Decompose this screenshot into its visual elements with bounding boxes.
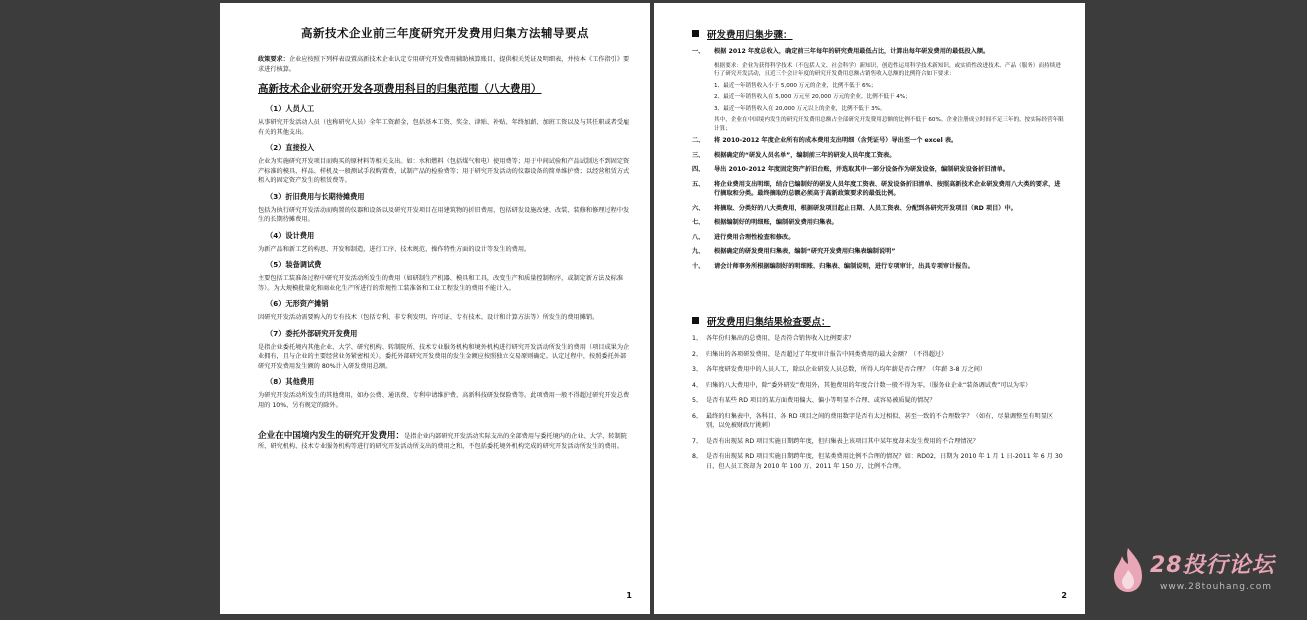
check-number: 7、 [692,437,703,445]
step-item [692,204,1065,214]
check-text: 归集的八大费用中，除“委外研发”费用外，其他费用的年度合计数一般不得为零。（服务业企业“装备调试费”可以为零） [706,381,1032,389]
step-number: 四、 [692,166,705,173]
check-number: 2、 [692,350,703,358]
step1-detail-item: 1、最近一年销售收入小于 5,000 万元的企业，比例不低于 6%； [714,82,877,89]
section-heading: 高新技术企业研究开发各项费用科目的归集范围（八大费用） [258,83,542,95]
expense-section-title: （3）折旧费用与长期待摊费用 [266,191,365,201]
expense-section-title: （1）人员人工 [266,104,315,113]
step-item [692,47,1065,57]
domestic-rd-note [258,432,632,451]
square-bullet-icon [692,317,699,324]
steps-heading: 研发费用归集步骤： [692,27,1065,41]
expense-section-title: （6）无形资产摊销 [266,299,329,308]
flame-logo-icon [1110,546,1146,594]
domestic-rd-text: 是指企业内部研究开发活动实际支出的全部费用与委托境内的企业、大学、转制院所、研究机构、技术专业服务机构等进行的研究开发活动所支出的费用之和，不包括委托境外机构完成的研究开发活动所发生的费用。 [258,433,627,450]
forum-url: www.28touhang.com [1160,582,1273,592]
check-item [692,350,1065,360]
step-text: 将摘取、分类好的八大类费用，根据研发项目起止日期、人员工资表、分配到各研究开发项目（RD 项目）中。 [714,204,1017,212]
check-text: 是否有出现某 RD 项目实施日期跨年度，但某类费用比例不合理的情况？如：RD02，日期为 2010 年 1 月 1 日-2011 年 6 月 30 日，但人员工资却为 2010 年 100 万、2011 年 150 万，比例不合理。 [706,453,1063,470]
step-number: 七、 [692,219,705,226]
policy-label: 政策要求： [258,56,289,63]
step1-detail-item: 2、最近一年销售收入在 5,000 万元至 20,000 万元的企业，比例不低于 4%； [714,94,911,100]
check-text: 是否有某些 RD 项目的某方面费用偏大、偏小等明显不合理、或容易被质疑的情况？ [706,397,936,404]
expense-section-body: 主要包括工装准备过程中研究开发活动所发生的费用（如研制生产机器、模具和工具，改变生产和质量控制程序，或制定新方法及标准等）。为大规模批量化和商业化生产所进行的常规性工装准备和工业工程发生的费用不能计入。 [258,275,624,292]
step-text: 根据 2012 年度总收入，确定前三年每年的研究费用最低占比，计算出每年研发费用的最低投入额。 [714,48,990,55]
step-number: 二、 [692,137,705,144]
step-text: 根据确定的“研发人员名单”，编制前三年的研发人员年度工资表。 [714,151,896,159]
checks-heading: 研发费用归集结果检查要点： [692,314,1065,328]
square-bullet-icon [692,30,699,37]
page-title: 高新技术企业前三年度研究开发费用归集方法辅导要点 [301,26,589,40]
check-number: 8、 [692,453,703,460]
check-item [692,412,1065,431]
step-text: 将企业费用支出明细，结合已编制好的研发人员年度工资表、研发设备折旧清单、按照高新技术企业研发费用八大类的要求，进行摘取和分类。最终摘取的总额必须高于高新政策要求的最低比例。 [714,180,1061,197]
expense-section-body: 为研究开发活动所发生的其他费用，如办公费、通讯费、专利申请维护费、高新科技研发保险费等。此项费用一般不得超过研究开发总费用的 10%，另有规定的除外。 [258,392,630,409]
step-number: 十、 [692,262,705,270]
step-text: 根据编制好的明细账，编制研发费用归集表。 [714,219,838,226]
check-item [692,396,1065,406]
step-number: 八、 [692,233,705,241]
check-item [692,365,1065,375]
checks-list [692,334,1065,471]
check-item [692,334,1065,344]
expense-section-title: （7）委托外部研究开发费用 [266,328,358,338]
check-text: 是否有出现某 RD 项目实施日期跨年度，但归集表上该项目其中某年度却未发生费用的不合理情况？ [706,437,979,445]
expense-sections [258,104,632,410]
step-item [692,262,1065,272]
step-text: 进行费用合理性检查和修改。 [714,233,795,241]
check-number: 3、 [692,366,703,373]
policy-intro [258,55,632,75]
page-number: 1 [626,591,632,600]
step-text: 请会计师事务所根据编制好的明细账、归集表、编制说明，进行专项审计，出具专项审计报告。 [714,262,974,270]
step-item [692,165,1065,175]
check-item [692,452,1065,471]
document-page-2 [654,3,1085,614]
step-item [692,136,1065,146]
check-number: 1、 [692,335,703,342]
forum-brand: 28投行论坛 [1150,553,1275,578]
expense-section-body: 包括为执行研究开发活动而购置的仪器和设备以及研究开发项目在用建筑物的折旧费用，包括研发设施改建、改装、装修和修理过程中发生的长期待摊费用。 [258,206,630,223]
check-number: 4、 [692,381,703,389]
check-item [692,381,1065,391]
check-text: 各年度研发费用中的人员人工，除以企业研发人员总数，所得人均年薪是否合理？（年薪 3-8 万之间） [706,366,987,373]
step-number: 一、 [692,48,705,55]
step1-detail-intro: 根据要求：企业为获得科学技术（不包括人文、社会科学）新知识，创造性运用科学技术新知识，或实质性改进技术、产品（服务）而持续进行了研究开发活动，且近三个会计年度的研究开发费用总额占销售收入总额的比例符合如下要求： [714,62,1061,77]
expense-section-title: （4）设计费用 [266,230,315,240]
step-text: 将 2010-2012 年度企业所有的成本费用支出明细（含凭证号）导出至一个 excel 表。 [714,137,958,144]
expense-section-title: （5）装备调试费 [266,260,322,269]
check-text: 归集出的各项研发费用，是否超过了年度审计报告中同类费用的最大金额？（不得超过） [706,350,948,358]
step-number: 九、 [692,248,705,255]
expense-section-body: 从事研究开发活动人员（也称研究人员）全年工资薪金，包括基本工资、奖金、津贴、补贴、年终加薪、加班工资以及与其任职或者受雇有关的其他支出。 [258,119,630,136]
check-number: 6、 [692,412,703,420]
check-text: 各年份归集出的总费用，是否符合销售收入比例要求？ [706,335,855,342]
step-text: 根据确定的研发费用归集表，编制“研究开发费用归集表编制说明” [714,248,896,255]
steps-list [692,47,1065,271]
expense-section-body: 是指企业委托境内其他企业、大学、研究机构、转制院所、技术专业服务机构和境外机构进行研究开发活动所发生的费用（项目成果为企业拥有，且与企业的主要经营业务紧密相关）。委托外部研究开发费用的发生金额应按照独立交易原则确定。认定过程中，按照委托外部研究开发费用发生额的 80%计入研发费用总额。 [258,343,630,370]
check-number: 5、 [692,397,703,404]
expense-section-title: （2）直接投入 [266,143,315,152]
step-number: 五、 [692,180,705,188]
check-item [692,437,1065,447]
step-item [692,233,1065,243]
forum-watermark [1110,542,1300,598]
step-number: 三、 [692,151,705,159]
expense-section-body: 因研究开发活动需要购入的专有技术（包括专利、非专利发明、许可证、专有技术、设计和计算方法等）所发生的费用摊销。 [258,314,599,321]
expense-section-body: 为新产品和新工艺的构思、开发和制造，进行工序、技术规范、操作特性方面的设计等发生的费用。 [258,245,531,253]
step-text: 导出 2010-2012 年度固定资产折旧台账，并选取其中一部分设备作为研发设备，编制研发设备折旧清单。 [714,166,1010,173]
step-item [692,218,1065,228]
expense-section-body: 企业为实施研究开发项目而购买的原材料等相关支出。如：水和燃料（包括煤气和电）使用费等；用于中间试验和产品试制达不到固定资产标准的模具、样品、样机及一般测试手段购置费、试制产品的检验费等；用于研究开发活动的仪器设备的简单维护费；以经营租赁方式租入的固定资产发生的租赁费等。 [258,158,630,184]
document-page-1 [220,3,650,614]
domestic-rd-label: 企业在中国境内发生的研究开发费用： [258,431,405,441]
page-number: 2 [1061,591,1067,600]
check-text: 最终的归集表中，各科目、各 RD 项目之间的费用数字是否有太过相似、甚至一致的不合理数字？（如有，尽量调整至有明显区别，以免被财政厅挑刺） [706,412,1054,429]
expense-section-title: （8）其他费用 [266,377,315,386]
step-item [692,180,1065,199]
step-item [692,151,1065,161]
step1-detail-note: 其中，企业在中国境内发生的研究开发费用总额占全部研究开发费用总额的比例不低于 60%。企业注册成立时间不足三年的，按实际经营年限计算； [714,117,1064,132]
step-item [692,247,1065,257]
policy-text: 企业应按照下列样表设置高新技术企业认定专用研究开发费用辅助核算账目，提供相关凭证及明细表，并按本《工作指引》要求进行核算。 [258,56,630,73]
step-number: 六、 [692,204,705,212]
step1-detail-item: 3、最近一年销售收入在 20,000 万元以上的企业，比例不低于 3%。 [714,105,886,112]
